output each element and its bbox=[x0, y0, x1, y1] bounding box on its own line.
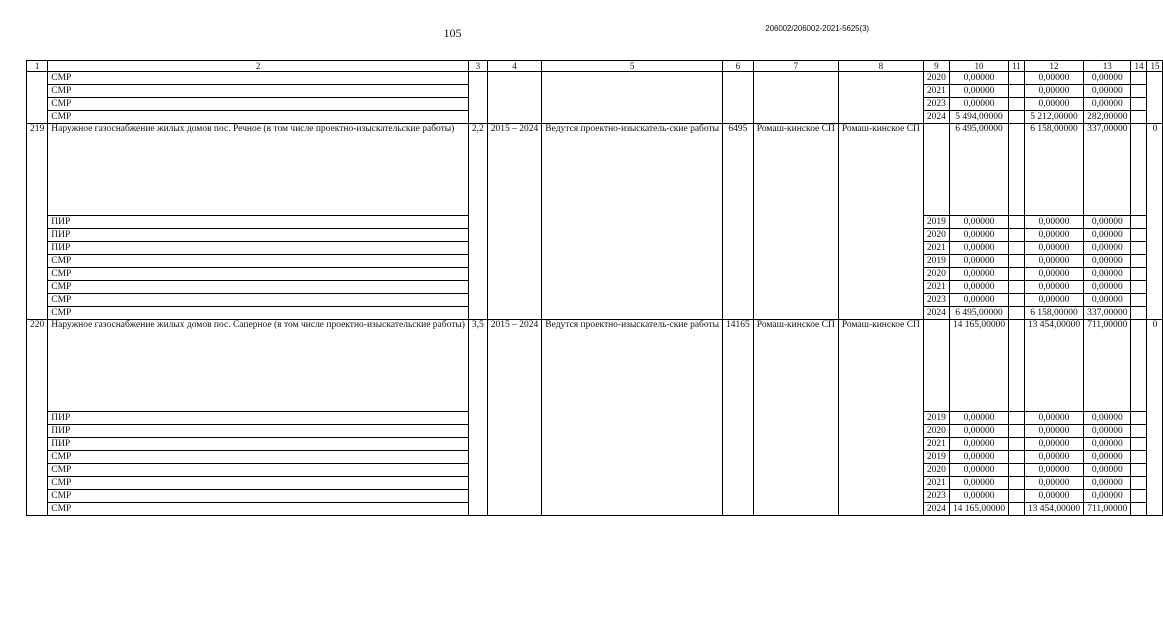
empty-cell-11 bbox=[1009, 216, 1025, 229]
amount-regional-cell: 0,00000 bbox=[1024, 490, 1083, 503]
customer-cell: Ромаш-кинское СП bbox=[838, 320, 923, 516]
empty-cell-11 bbox=[1009, 268, 1025, 281]
empty-cell-11 bbox=[1009, 242, 1025, 255]
table-row-entry bbox=[27, 124, 1163, 216]
amount-regional-cell: 0,00000 bbox=[1024, 412, 1083, 425]
amount-total-cell: 0,00000 bbox=[949, 281, 1008, 294]
empty-cell-14 bbox=[1131, 124, 1147, 216]
empty-cell-11 bbox=[1009, 294, 1025, 307]
empty-cell-14 bbox=[1131, 268, 1147, 281]
work-type-cell: ПИР bbox=[48, 425, 469, 438]
amount-total-cell: 0,00000 bbox=[949, 72, 1008, 85]
year-cell: 2024 bbox=[923, 503, 949, 516]
empty-cell-11 bbox=[1009, 320, 1025, 412]
length-cell: 3,5 bbox=[468, 320, 487, 516]
work-type-cell: СМР bbox=[48, 98, 469, 111]
work-type-cell: СМР bbox=[48, 294, 469, 307]
amount-regional-cell: 0,00000 bbox=[1024, 229, 1083, 242]
work-type-cell: СМР bbox=[48, 451, 469, 464]
year-cell: 2019 bbox=[923, 451, 949, 464]
result-cell: 0 bbox=[1147, 320, 1163, 516]
amount-local-cell: 282,00000 bbox=[1084, 111, 1131, 124]
amount-regional-cell: 5 212,00000 bbox=[1024, 111, 1083, 124]
amount-total-cell: 0,00000 bbox=[949, 477, 1008, 490]
entry-number-cell: 219 bbox=[27, 124, 48, 320]
continuation-cell-3 bbox=[468, 72, 487, 124]
object-name-cell: Наружное газоснабжение жилых домов пос. Саперное (в том числе проектно-изыскательские работы) bbox=[48, 320, 469, 412]
work-type-cell: ПИР bbox=[48, 216, 469, 229]
amount-regional-cell: 0,00000 bbox=[1024, 268, 1083, 281]
amount-total-cell: 0,00000 bbox=[949, 268, 1008, 281]
work-type-cell: ПИР bbox=[48, 412, 469, 425]
empty-cell-11 bbox=[1009, 281, 1025, 294]
continuation-cell-15 bbox=[1147, 72, 1163, 124]
empty-cell-11 bbox=[1009, 229, 1025, 242]
amount-regional-cell: 0,00000 bbox=[1024, 477, 1083, 490]
document-code: 206002/206002-2021-5625(3) bbox=[765, 24, 869, 33]
column-number-9: 9 bbox=[923, 61, 949, 72]
continuation-cell-7 bbox=[753, 72, 838, 124]
empty-cell-14 bbox=[1131, 490, 1147, 503]
empty-cell-14 bbox=[1131, 281, 1147, 294]
empty-cell-14 bbox=[1131, 98, 1147, 111]
amount-total-cell: 14 165,00000 bbox=[949, 320, 1008, 412]
amount-total-cell: 6 495,00000 bbox=[949, 124, 1008, 216]
year-cell-empty bbox=[923, 320, 949, 412]
work-type-cell: ПИР bbox=[48, 229, 469, 242]
year-cell: 2020 bbox=[923, 425, 949, 438]
work-type-cell: СМР bbox=[48, 503, 469, 516]
entry-number-cell: 220 bbox=[27, 320, 48, 516]
amount-total-cell: 0,00000 bbox=[949, 216, 1008, 229]
column-number-2: 2 bbox=[48, 61, 469, 72]
year-cell: 2019 bbox=[923, 412, 949, 425]
amount-total-cell: 0,00000 bbox=[949, 229, 1008, 242]
continuation-cell-8 bbox=[838, 72, 923, 124]
work-type-cell: ПИР bbox=[48, 242, 469, 255]
amount-local-cell: 0,00000 bbox=[1084, 477, 1131, 490]
year-cell: 2021 bbox=[923, 281, 949, 294]
amount-local-cell: 0,00000 bbox=[1084, 464, 1131, 477]
amount-regional-cell: 0,00000 bbox=[1024, 425, 1083, 438]
amount-total-cell: 0,00000 bbox=[949, 412, 1008, 425]
empty-cell-14 bbox=[1131, 255, 1147, 268]
empty-cell-11 bbox=[1009, 111, 1025, 124]
empty-cell-14 bbox=[1131, 72, 1147, 85]
year-cell: 2020 bbox=[923, 464, 949, 477]
empty-cell-11 bbox=[1009, 503, 1025, 516]
empty-cell-14 bbox=[1131, 477, 1147, 490]
empty-cell-14 bbox=[1131, 229, 1147, 242]
amount-regional-cell: 0,00000 bbox=[1024, 85, 1083, 98]
empty-cell-14 bbox=[1131, 307, 1147, 320]
amount-local-cell: 0,00000 bbox=[1084, 98, 1131, 111]
amount-local-cell: 0,00000 bbox=[1084, 294, 1131, 307]
empty-cell-14 bbox=[1131, 294, 1147, 307]
year-cell: 2023 bbox=[923, 490, 949, 503]
year-cell: 2023 bbox=[923, 294, 949, 307]
amount-regional-cell: 0,00000 bbox=[1024, 255, 1083, 268]
work-type-cell: СМР bbox=[48, 281, 469, 294]
year-cell: 2024 bbox=[923, 111, 949, 124]
amount-total-cell: 0,00000 bbox=[949, 98, 1008, 111]
empty-cell-11 bbox=[1009, 124, 1025, 216]
amount-regional-cell: 0,00000 bbox=[1024, 294, 1083, 307]
empty-cell-11 bbox=[1009, 425, 1025, 438]
amount-local-cell: 0,00000 bbox=[1084, 216, 1131, 229]
amount-total-cell: 0,00000 bbox=[949, 451, 1008, 464]
column-number-3: 3 bbox=[468, 61, 487, 72]
capacity-cell: 14165 bbox=[723, 320, 754, 516]
work-type-cell: СМР bbox=[48, 307, 469, 320]
year-cell: 2019 bbox=[923, 216, 949, 229]
column-number-7: 7 bbox=[753, 61, 838, 72]
amount-local-cell: 0,00000 bbox=[1084, 438, 1131, 451]
continuation-cell-1 bbox=[27, 72, 48, 124]
table-row-entry bbox=[27, 320, 1163, 412]
amount-total-cell: 0,00000 bbox=[949, 242, 1008, 255]
column-number-1: 1 bbox=[27, 61, 48, 72]
column-number-12: 12 bbox=[1024, 61, 1083, 72]
amount-local-cell: 0,00000 bbox=[1084, 268, 1131, 281]
continuation-cell-5 bbox=[542, 72, 723, 124]
amount-regional-cell: 0,00000 bbox=[1024, 98, 1083, 111]
work-type-cell: СМР bbox=[48, 464, 469, 477]
year-cell: 2021 bbox=[923, 242, 949, 255]
empty-cell-14 bbox=[1131, 111, 1147, 124]
column-number-10: 10 bbox=[949, 61, 1008, 72]
empty-cell-14 bbox=[1131, 242, 1147, 255]
amount-regional-cell: 0,00000 bbox=[1024, 216, 1083, 229]
empty-cell-11 bbox=[1009, 85, 1025, 98]
capacity-cell: 6495 bbox=[723, 124, 754, 320]
amount-regional-cell: 13 454,00000 bbox=[1024, 320, 1083, 412]
year-cell: 2021 bbox=[923, 477, 949, 490]
length-cell: 2,2 bbox=[468, 124, 487, 320]
work-type-cell: ПИР bbox=[48, 438, 469, 451]
amount-local-cell: 711,00000 bbox=[1084, 503, 1131, 516]
work-type-cell: СМР bbox=[48, 268, 469, 281]
year-cell: 2021 bbox=[923, 438, 949, 451]
amount-regional-cell: 0,00000 bbox=[1024, 438, 1083, 451]
amount-total-cell: 6 495,00000 bbox=[949, 307, 1008, 320]
amount-total-cell: 0,00000 bbox=[949, 85, 1008, 98]
continuation-cell-6 bbox=[723, 72, 754, 124]
column-number-6: 6 bbox=[723, 61, 754, 72]
year-cell-empty bbox=[923, 124, 949, 216]
empty-cell-14 bbox=[1131, 438, 1147, 451]
result-cell: 0 bbox=[1147, 124, 1163, 320]
amount-local-cell: 337,00000 bbox=[1084, 124, 1131, 216]
amount-total-cell: 0,00000 bbox=[949, 490, 1008, 503]
amount-total-cell: 0,00000 bbox=[949, 255, 1008, 268]
table-row bbox=[27, 72, 1163, 85]
customer-cell: Ромаш-кинское СП bbox=[838, 124, 923, 320]
year-cell: 2020 bbox=[923, 72, 949, 85]
work-type-cell: СМР bbox=[48, 255, 469, 268]
empty-cell-11 bbox=[1009, 477, 1025, 490]
work-type-cell: СМР bbox=[48, 490, 469, 503]
empty-cell-14 bbox=[1131, 412, 1147, 425]
amount-regional-cell: 0,00000 bbox=[1024, 72, 1083, 85]
year-cell: 2019 bbox=[923, 255, 949, 268]
empty-cell-14 bbox=[1131, 216, 1147, 229]
amount-local-cell: 711,00000 bbox=[1084, 320, 1131, 412]
amount-local-cell: 0,00000 bbox=[1084, 412, 1131, 425]
empty-cell-11 bbox=[1009, 72, 1025, 85]
amount-total-cell: 0,00000 bbox=[949, 294, 1008, 307]
work-type-cell: СМР bbox=[48, 111, 469, 124]
amount-local-cell: 0,00000 bbox=[1084, 242, 1131, 255]
column-number-5: 5 bbox=[542, 61, 723, 72]
column-number-13: 13 bbox=[1084, 61, 1131, 72]
empty-cell-14 bbox=[1131, 451, 1147, 464]
amount-local-cell: 337,00000 bbox=[1084, 307, 1131, 320]
empty-cell-11 bbox=[1009, 490, 1025, 503]
amount-local-cell: 0,00000 bbox=[1084, 229, 1131, 242]
amount-regional-cell: 6 158,00000 bbox=[1024, 124, 1083, 216]
column-number-14: 14 bbox=[1131, 61, 1147, 72]
page-number: 105 bbox=[443, 26, 462, 40]
empty-cell-14 bbox=[1131, 425, 1147, 438]
amount-local-cell: 0,00000 bbox=[1084, 425, 1131, 438]
amount-local-cell: 0,00000 bbox=[1084, 72, 1131, 85]
period-cell: 2015 – 2024 bbox=[487, 320, 542, 516]
empty-cell-11 bbox=[1009, 255, 1025, 268]
status-cell: Ведутся проектно-изыскатель-ские работы bbox=[542, 124, 723, 320]
status-cell: Ведутся проектно-изыскатель-ские работы bbox=[542, 320, 723, 516]
empty-cell-11 bbox=[1009, 451, 1025, 464]
empty-cell-11 bbox=[1009, 412, 1025, 425]
municipality-cell: Ромаш-кинское СП bbox=[753, 124, 838, 320]
amount-regional-cell: 0,00000 bbox=[1024, 464, 1083, 477]
amount-regional-cell: 0,00000 bbox=[1024, 242, 1083, 255]
empty-cell-11 bbox=[1009, 438, 1025, 451]
work-type-cell: СМР bbox=[48, 477, 469, 490]
column-number-8: 8 bbox=[838, 61, 923, 72]
amount-regional-cell: 0,00000 bbox=[1024, 451, 1083, 464]
amount-total-cell: 0,00000 bbox=[949, 438, 1008, 451]
amount-total-cell: 0,00000 bbox=[949, 464, 1008, 477]
empty-cell-11 bbox=[1009, 307, 1025, 320]
work-type-cell: СМР bbox=[48, 72, 469, 85]
amount-local-cell: 0,00000 bbox=[1084, 255, 1131, 268]
amount-regional-cell: 6 158,00000 bbox=[1024, 307, 1083, 320]
year-cell: 2020 bbox=[923, 229, 949, 242]
amount-total-cell: 14 165,00000 bbox=[949, 503, 1008, 516]
column-number-4: 4 bbox=[487, 61, 542, 72]
continuation-cell-4 bbox=[487, 72, 542, 124]
amount-local-cell: 0,00000 bbox=[1084, 490, 1131, 503]
amount-total-cell: 5 494,00000 bbox=[949, 111, 1008, 124]
amount-local-cell: 0,00000 bbox=[1084, 85, 1131, 98]
year-cell: 2023 bbox=[923, 98, 949, 111]
amount-local-cell: 0,00000 bbox=[1084, 451, 1131, 464]
year-cell: 2020 bbox=[923, 268, 949, 281]
empty-cell-14 bbox=[1131, 464, 1147, 477]
column-number-11: 11 bbox=[1009, 61, 1025, 72]
register-table bbox=[26, 60, 1163, 516]
empty-cell-11 bbox=[1009, 98, 1025, 111]
year-cell: 2024 bbox=[923, 307, 949, 320]
municipality-cell: Ромаш-кинское СП bbox=[753, 320, 838, 516]
amount-regional-cell: 13 454,00000 bbox=[1024, 503, 1083, 516]
work-type-cell: СМР bbox=[48, 85, 469, 98]
amount-local-cell: 0,00000 bbox=[1084, 281, 1131, 294]
empty-cell-14 bbox=[1131, 503, 1147, 516]
year-cell: 2021 bbox=[923, 85, 949, 98]
empty-cell-14 bbox=[1131, 320, 1147, 412]
amount-total-cell: 0,00000 bbox=[949, 425, 1008, 438]
period-cell: 2015 – 2024 bbox=[487, 124, 542, 320]
column-number-15: 15 bbox=[1147, 61, 1163, 72]
empty-cell-14 bbox=[1131, 85, 1147, 98]
column-number-header bbox=[27, 61, 1163, 72]
amount-regional-cell: 0,00000 bbox=[1024, 281, 1083, 294]
object-name-cell: Наружное газоснабжение жилых домов пос. Речное (в том числе проектно-изыскательские работы) bbox=[48, 124, 469, 216]
empty-cell-11 bbox=[1009, 464, 1025, 477]
